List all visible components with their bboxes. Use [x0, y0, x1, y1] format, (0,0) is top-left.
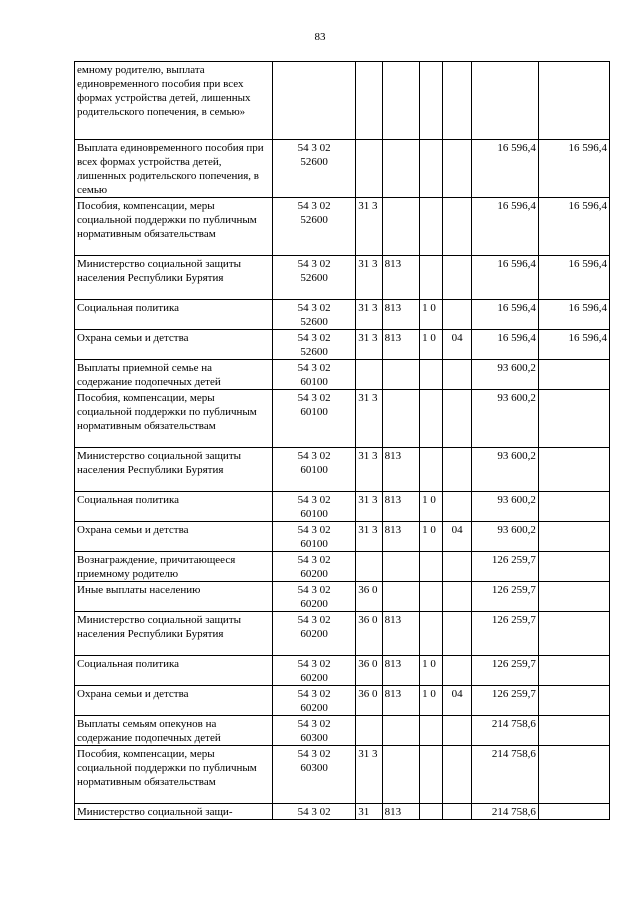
target-code-program: 54 3 02 — [297, 494, 331, 506]
row-subsection-cell: 04 — [443, 330, 471, 360]
row-administrator-cell — [382, 360, 420, 390]
row-target-code-cell — [272, 656, 355, 686]
table-body — [75, 62, 610, 820]
row-amount-cell: 93 600,2 — [471, 360, 538, 390]
row-name-cell: Иные выплаты населению — [75, 582, 273, 612]
row-name-cell: Выплаты приемной семье на содержание подопечных детей — [75, 360, 273, 390]
table-row — [75, 746, 610, 804]
row-subsection-cell — [443, 492, 471, 522]
row-name-cell: Министерство социальной защиты населения Республики Бурятия — [75, 612, 273, 656]
row-subsection-cell — [443, 360, 471, 390]
row-name-cell: Пособия, компенсации, меры социальной поддержки по публичным нормативным обязательствам — [75, 390, 273, 448]
row-amount-next-cell: 16 596,4 — [538, 198, 609, 256]
row-amount-cell: 16 596,4 — [471, 300, 538, 330]
table-row — [75, 390, 610, 448]
row-subsection-cell — [443, 198, 471, 256]
table-row — [75, 300, 610, 330]
target-code-direction: 60200 — [300, 672, 328, 684]
row-administrator-cell — [382, 582, 420, 612]
row-amount-cell: 126 259,7 — [471, 612, 538, 656]
row-amount-next-cell — [538, 62, 609, 140]
target-code-direction: 60200 — [300, 598, 328, 610]
row-amount-next-cell — [538, 612, 609, 656]
row-amount-cell: 126 259,7 — [471, 686, 538, 716]
row-expense-type-cell: 31 — [356, 804, 382, 820]
target-code-program: 54 3 02 — [297, 718, 331, 730]
target-code-direction: 52600 — [300, 156, 328, 168]
row-amount-cell: 126 259,7 — [471, 656, 538, 686]
row-administrator-cell: 813 — [382, 612, 420, 656]
row-section-cell — [420, 716, 443, 746]
row-section-cell: 1 0 — [420, 492, 443, 522]
row-section-cell — [420, 804, 443, 820]
row-target-code-cell — [272, 522, 355, 552]
target-code-direction: 52600 — [300, 346, 328, 358]
row-target-code-cell — [272, 686, 355, 716]
row-amount-cell: 214 758,6 — [471, 746, 538, 804]
row-amount-cell: 214 758,6 — [471, 804, 538, 820]
row-expense-type-cell — [356, 62, 382, 140]
target-code-direction: 60100 — [300, 464, 328, 476]
row-amount-next-cell — [538, 448, 609, 492]
target-code-program: 54 3 02 — [297, 142, 331, 154]
row-subsection-cell — [443, 656, 471, 686]
row-amount-next-cell — [538, 656, 609, 686]
row-target-code-cell — [272, 582, 355, 612]
table-row — [75, 448, 610, 492]
row-amount-next-cell — [538, 686, 609, 716]
row-section-cell: 1 0 — [420, 300, 443, 330]
row-name-cell: Охрана семьи и детства — [75, 522, 273, 552]
target-code-direction: 52600 — [300, 272, 328, 284]
row-subsection-cell: 04 — [443, 686, 471, 716]
row-administrator-cell: 813 — [382, 448, 420, 492]
target-code-direction: 60100 — [300, 376, 328, 388]
table-row — [75, 330, 610, 360]
row-name-cell: Пособия, компенсации, меры социальной поддержки по публичным нормативным обязательствам — [75, 198, 273, 256]
row-amount-cell: 93 600,2 — [471, 522, 538, 552]
row-target-code-cell — [272, 140, 355, 198]
table-row — [75, 256, 610, 300]
table-row — [75, 804, 610, 820]
page-number: 83 — [314, 31, 326, 43]
table-row — [75, 582, 610, 612]
row-expense-type-cell: 31 3 — [356, 256, 382, 300]
row-name-cell: Министерство социальной защи- — [75, 804, 273, 820]
row-amount-cell: 214 758,6 — [471, 716, 538, 746]
row-target-code-cell — [272, 492, 355, 522]
row-subsection-cell — [443, 390, 471, 448]
target-code-program: 54 3 02 — [297, 614, 331, 626]
row-administrator-cell: 813 — [382, 300, 420, 330]
row-subsection-cell — [443, 716, 471, 746]
table-row — [75, 360, 610, 390]
row-target-code-cell — [272, 330, 355, 360]
target-code-direction: 60200 — [300, 628, 328, 640]
row-target-code-cell — [272, 448, 355, 492]
row-expense-type-cell: 36 0 — [356, 656, 382, 686]
row-expense-type-cell: 31 3 — [356, 300, 382, 330]
row-administrator-cell — [382, 62, 420, 140]
row-section-cell — [420, 256, 443, 300]
row-amount-cell: 16 596,4 — [471, 140, 538, 198]
row-amount-next-cell: 16 596,4 — [538, 256, 609, 300]
row-name-cell: Охрана семьи и детства — [75, 686, 273, 716]
target-code-program: 54 3 02 — [297, 584, 331, 596]
row-amount-next-cell: 16 596,4 — [538, 330, 609, 360]
target-code-program: 54 3 02 — [297, 332, 331, 344]
row-administrator-cell: 813 — [382, 686, 420, 716]
row-expense-type-cell — [356, 140, 382, 198]
row-section-cell — [420, 746, 443, 804]
row-expense-type-cell: 31 3 — [356, 390, 382, 448]
row-section-cell — [420, 140, 443, 198]
target-code-program: 54 3 02 — [297, 748, 331, 760]
target-code-direction: 52600 — [300, 316, 328, 328]
row-amount-next-cell — [538, 582, 609, 612]
row-expense-type-cell: 36 0 — [356, 612, 382, 656]
row-administrator-cell — [382, 390, 420, 448]
row-target-code-cell — [272, 198, 355, 256]
target-code-program: 54 3 02 — [297, 392, 331, 404]
target-code-direction: 60300 — [300, 762, 328, 774]
row-target-code-cell — [272, 390, 355, 448]
row-amount-cell: 126 259,7 — [471, 582, 538, 612]
row-section-cell — [420, 612, 443, 656]
row-amount-next-cell — [538, 492, 609, 522]
row-amount-cell — [471, 62, 538, 140]
row-amount-next-cell — [538, 390, 609, 448]
row-expense-type-cell: 31 3 — [356, 330, 382, 360]
target-code-direction: 60200 — [300, 568, 328, 580]
row-amount-cell: 16 596,4 — [471, 256, 538, 300]
row-section-cell: 1 0 — [420, 656, 443, 686]
row-amount-next-cell: 16 596,4 — [538, 140, 609, 198]
row-name-cell: Пособия, компенсации, меры социальной поддержки по публичным нормативным обязательствам — [75, 746, 273, 804]
row-expense-type-cell — [356, 552, 382, 582]
row-name-cell: Министерство социальной защиты населения Республики Бурятия — [75, 448, 273, 492]
target-code-program: 54 3 02 — [297, 524, 331, 536]
target-code-program: 54 3 02 — [297, 302, 331, 314]
row-amount-cell: 93 600,2 — [471, 390, 538, 448]
row-section-cell — [420, 62, 443, 140]
row-target-code-cell — [272, 716, 355, 746]
row-amount-cell: 93 600,2 — [471, 448, 538, 492]
target-code-program: 54 3 02 — [297, 658, 331, 670]
target-code-program: 54 3 02 — [297, 688, 331, 700]
row-administrator-cell: 813 — [382, 256, 420, 300]
target-code-program: 54 3 02 — [297, 200, 331, 212]
row-expense-type-cell: 31 3 — [356, 448, 382, 492]
target-code-program: 54 3 02 — [297, 362, 331, 374]
row-administrator-cell — [382, 198, 420, 256]
target-code-program: 54 3 02 — [297, 554, 331, 566]
row-administrator-cell — [382, 140, 420, 198]
table-row — [75, 522, 610, 552]
row-amount-next-cell — [538, 360, 609, 390]
row-name-cell: Министерство социальной защиты населения Республики Бурятия — [75, 256, 273, 300]
row-target-code-cell — [272, 552, 355, 582]
target-code-program: 54 3 02 — [297, 258, 331, 270]
table-row — [75, 656, 610, 686]
row-subsection-cell — [443, 140, 471, 198]
target-code-program: 54 3 02 — [297, 450, 331, 462]
target-code-direction: 60200 — [300, 702, 328, 714]
row-section-cell — [420, 448, 443, 492]
row-target-code-cell — [272, 360, 355, 390]
row-target-code-cell — [272, 612, 355, 656]
row-amount-cell: 126 259,7 — [471, 552, 538, 582]
row-subsection-cell — [443, 804, 471, 820]
row-target-code-cell — [272, 746, 355, 804]
table-row — [75, 198, 610, 256]
row-section-cell: 1 0 — [420, 686, 443, 716]
table-row — [75, 140, 610, 198]
target-code-direction: 60100 — [300, 538, 328, 550]
table-row — [75, 716, 610, 746]
row-subsection-cell — [443, 552, 471, 582]
table-row — [75, 552, 610, 582]
row-name-cell: Социальная политика — [75, 300, 273, 330]
row-administrator-cell: 813 — [382, 492, 420, 522]
row-amount-next-cell: 16 596,4 — [538, 300, 609, 330]
row-expense-type-cell: 36 0 — [356, 686, 382, 716]
row-expense-type-cell — [356, 360, 382, 390]
row-target-code-cell — [272, 300, 355, 330]
target-code-program: 54 3 02 — [297, 806, 331, 818]
budget-table — [74, 61, 610, 820]
row-amount-cell: 16 596,4 — [471, 198, 538, 256]
row-expense-type-cell: 31 3 — [356, 746, 382, 804]
row-section-cell: 1 0 — [420, 330, 443, 360]
row-section-cell — [420, 582, 443, 612]
row-amount-next-cell — [538, 522, 609, 552]
row-expense-type-cell: 31 3 — [356, 492, 382, 522]
row-administrator-cell: 813 — [382, 522, 420, 552]
table-row — [75, 62, 610, 140]
table-row — [75, 492, 610, 522]
row-amount-next-cell — [538, 804, 609, 820]
row-subsection-cell: 04 — [443, 522, 471, 552]
target-code-direction: 52600 — [300, 214, 328, 226]
target-code-direction: 60100 — [300, 406, 328, 418]
target-code-direction: 60300 — [300, 732, 328, 744]
row-amount-next-cell — [538, 552, 609, 582]
row-subsection-cell — [443, 448, 471, 492]
row-expense-type-cell: 31 3 — [356, 198, 382, 256]
row-administrator-cell — [382, 552, 420, 582]
row-name-cell: Вознаграждение, причитающееся приемному родителю — [75, 552, 273, 582]
row-administrator-cell — [382, 716, 420, 746]
row-amount-next-cell — [538, 716, 609, 746]
row-amount-next-cell — [538, 746, 609, 804]
row-name-cell: Охрана семьи и детства — [75, 330, 273, 360]
target-code-direction: 60100 — [300, 508, 328, 520]
row-administrator-cell: 813 — [382, 804, 420, 820]
row-section-cell — [420, 390, 443, 448]
row-target-code-cell — [272, 804, 355, 820]
row-expense-type-cell — [356, 716, 382, 746]
row-administrator-cell: 813 — [382, 330, 420, 360]
row-name-cell: Выплата единовременного пособия при всех формах устройства детей, лишенных родительского попечения, в семью — [75, 140, 273, 198]
row-section-cell: 1 0 — [420, 522, 443, 552]
row-amount-cell: 93 600,2 — [471, 492, 538, 522]
table-row — [75, 612, 610, 656]
row-section-cell — [420, 552, 443, 582]
row-subsection-cell — [443, 300, 471, 330]
row-section-cell — [420, 360, 443, 390]
row-name-cell: емному родителю, выплата единовременного пособия при всех формах устройства детей, лишенных родительского попечения, в семью» — [75, 62, 273, 140]
row-name-cell: Социальная политика — [75, 492, 273, 522]
row-expense-type-cell: 31 3 — [356, 522, 382, 552]
row-administrator-cell: 813 — [382, 656, 420, 686]
row-subsection-cell — [443, 62, 471, 140]
row-name-cell: Выплаты семьям опекунов на содержание подопечных детей — [75, 716, 273, 746]
table-row — [75, 686, 610, 716]
row-amount-cell: 16 596,4 — [471, 330, 538, 360]
row-administrator-cell — [382, 746, 420, 804]
row-subsection-cell — [443, 582, 471, 612]
row-target-code-cell — [272, 62, 355, 140]
row-name-cell: Социальная политика — [75, 656, 273, 686]
row-subsection-cell — [443, 746, 471, 804]
row-expense-type-cell: 36 0 — [356, 582, 382, 612]
row-section-cell — [420, 198, 443, 256]
row-subsection-cell — [443, 612, 471, 656]
row-subsection-cell — [443, 256, 471, 300]
row-target-code-cell — [272, 256, 355, 300]
